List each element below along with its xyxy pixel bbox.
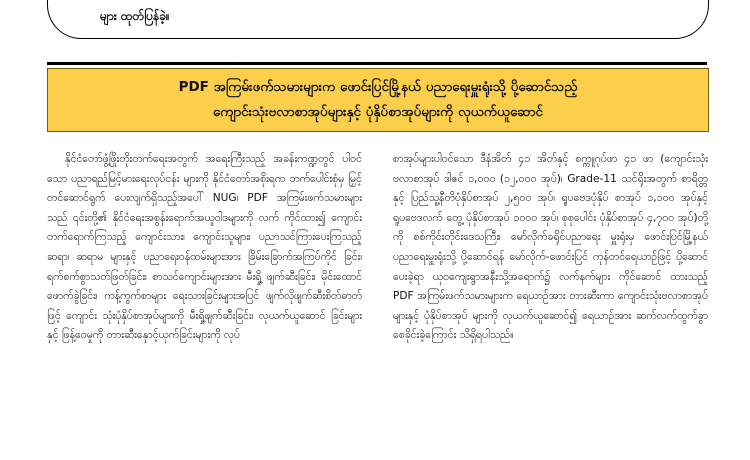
article-right-column bbox=[393, 150, 708, 346]
article-paragraph: နိုင်ငံတော်ဖွံ့ဖြိုးတိုးတက်ရေးအတွက် အရေးကြီးသည့် အခန်းကဏ္ဍတွင် ပါဝင်သော ပညာရည်မြင့်မားရေးလုပ်ငန်း များကို နိုင်ငံတော်အစိုးရက ဘက်ပေါင်းစုံမှ မြှင့်တင်ဆောင်ရွက် ပေးလျက်ရှိသည့်အပေါ် NUG၊ PDF အကြမ်းဖက်သမားများ သည် ၎င်းတို့၏ နိုင်ငံရေးအစွန်းရောက်အယူဝါဒများကို လက် ကိုင်ထား၍ ကျောင်းတက်ရောက်ကြသည့် ကျောင်းသား၊ ကျောင်းသူများ၊ ပညာသင်ကြားပေးကြသည့် ဆရာ၊ ဆရာမ များနှင့် ပညာရေးဝန်ထမ်းများအား ခြိမ်းခြောက်အကြပ်ကိုင် ခြင်း၊ ရက်စက်စွာသတ်ဖြတ်ခြင်း၊ စာသင်ကျောင်းများအား မီးရှို့ ဖျက်ဆီးခြင်း၊ မိုင်းထောင်ဖောက်ခွဲခြင်း၊ ကန့်ကွက်စာများ ရေးသားခြင်းများအပြင် ဖျက်လိုဖျက်ဆီးစိတ်ဓာတ်ဖြင့် ကျောင်း သုံးပုံနှိပ်စာအုပ်များကို မီးရှို့ဖျက်ဆီးခြင်း၊ လုယက်ယူဆောင် ခြင်းများနှင့် ဖြန့်ဝေမှုကို တားဆီးနှောင့်ယှက်ခြင်းများကို လုပ် bbox=[47, 153, 362, 342]
section-divider bbox=[47, 62, 707, 65]
previous-article-tail: များ ထုတ်ပြန်ခဲ့။ bbox=[100, 9, 170, 23]
headline-banner bbox=[47, 68, 709, 132]
headline-line-1: PDF အကြမ်းဖက်သမားများက ဖောင်းပြင်မြို့နယ် ပညာရေးမှူးရုံးသို့ ပို့ဆောင်သည့် bbox=[178, 79, 578, 95]
article-paragraph: စာအုပ်များပါဝင်သော ဒီနံအိတ် ၄၁ အိတ်နှင့် စက္ကူဂုပ်ဖာ ၄၁ ဖာ (ကျောင်းသုံးဗလာစာအုပ် ဒါဇင် ၁,၀၀၀ (၁၂,၀၀၀ အုပ်)၊ Grade-11 သင်ရိုးအတွက် စာရိတ္တနှင့် ပြည်သူ့နီတိပုံနှိပ်စာအုပ် ၂,၅၀၀ အုပ်၊ ရူပဗေဒပုံနှိပ် စာအုပ် ၁,၁၀၀ အုပ်နှင့် ရူပဗေဒလက် တွေ့ ပုံနှိပ်စာအုပ် ၁၀၀၀ အုပ်၊ စုစုပေါင်း ပုံနှိပ်စာအုပ် ၄,၇၀၀ အုပ်)တို့ကို စစ်ကိုင်းတိုင်းဒေသကြီး၊ မော်လိုက်ခရိုင်ပညာရေး မှူးရုံးမှ ဖောင်းပြင်မြို့နယ် ပညာရေးမှူးရုံးသို့ ပို့ဆောင်ရန် မော်လိုက်-ဖောင်းပြင် ကုန်တင်ရေယာဉ်ဖြင့် ပို့ဆောင်ပေးခဲ့ရာ ယုဝကျေးရွာအနီးသို့အရောက်၌ လက်နက်များ ကိုင်ဆောင် ထားသည့် PDF အကြမ်းဖက်သမားများက ရေယာဉ်အား တားဆီးကာ ကျောင်းသုံးဗလာစာအုပ်များနှင့် ပုံနှိပ်စာအုပ် များကို လုယက်ယူဆောင်၍ ရေယာဉ်အား ဆက်လက်ထွက်ခွာ စေခိုင်းခဲ့ကြောင်း သိရှိရပါသည်။ bbox=[393, 153, 708, 342]
headline-line-2: ကျောင်းသုံးဗလာစာအုပ်များနှင့် ပုံနှိပ်စာအုပ်များကို လုယက်ယူဆောင် bbox=[212, 104, 544, 120]
article-left-column bbox=[47, 150, 362, 346]
